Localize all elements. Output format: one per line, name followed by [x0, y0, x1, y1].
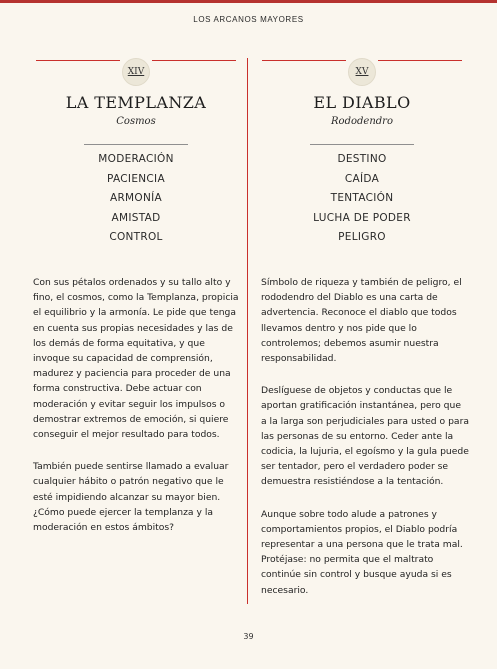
body-paragraph: Símbolo de riqueza y también de peligro, el rododendro del Diablo es una carta de advertencia. Reconoce el diablo que todos llevamos dentro y nos pide que lo controlemos; debemos asumir nuestra responsabilidad.	[261, 277, 462, 365]
ornament-line-right	[152, 60, 236, 61]
ornament-line-left	[262, 60, 346, 61]
body-paragraph: Deslíguese de objetos y conductas que le aportan gratificación instantánea, pero que a la larga son perjudiciales para usted o para las personas de su entorno. Ceder ante la codicia, la lujuria, el egoísmo y la gula puede ser tentador, pero el verdadero poder se demuestra resistiéndose a la tentación.	[261, 385, 469, 488]
numeral-ornament	[262, 58, 462, 82]
body-text-templanza	[33, 275, 241, 552]
card-numeral: XIV	[127, 67, 145, 77]
card-numeral-badge	[348, 58, 376, 86]
keyword: TENTACIÓN	[330, 192, 394, 204]
running-header: LOS ARCANOS MAYORES	[193, 15, 304, 24]
numeral-ornament	[36, 58, 236, 82]
card-numeral: XV	[355, 67, 369, 77]
card-flower: Rododendro	[331, 116, 393, 127]
ornament-line-right	[378, 60, 462, 61]
card-numeral-badge	[122, 58, 150, 86]
keyword: PELIGRO	[338, 231, 386, 243]
body-paragraph: Aunque sobre todo alude a patrones y comportamientos propios, el Diablo podría representar a una persona que le trata mal. Protéjase: no permita que el maltrato continúe sin control y busque ayuda si es necesario.	[261, 508, 463, 596]
keyword: CAÍDA	[344, 172, 380, 185]
keyword: PACIENCIA	[107, 172, 165, 185]
keyword: LUCHA DE PODER	[313, 211, 411, 224]
body-paragraph: También puede sentirse llamado a evaluar cualquier hábito o patrón negativo que le esté impidiendo alcanzar su mayor bien. ¿Cómo puede ejercer la templanza y la moderación en estos ámbitos?	[33, 461, 229, 534]
keywords-rule	[310, 144, 414, 145]
keyword-list	[36, 150, 236, 248]
body-paragraph: Con sus pétalos ordenados y su tallo alto y fino, el cosmos, como la Templanza, propicia el equilibrio y la armonía. Le pide que tenga en cuenta sus propias necesidades y las de los demás de forma equitativa, y que invoque su capacidad de comprensión, madurez y paciencia para proceder de una forma constructiva. Debe actuar con moderación y evitar seguir los impulsos o demostrar extremos de emoción, si quiere conseguir el mejor resultado para todos.	[33, 277, 239, 441]
page-number: 39	[243, 632, 254, 641]
keywords-rule	[84, 144, 188, 145]
keyword: DESTINO	[337, 153, 387, 165]
card-flower: Cosmos	[116, 116, 156, 127]
column-divider	[247, 58, 248, 604]
card-header-templanza	[36, 58, 236, 248]
keyword: AMISTAD	[111, 211, 161, 224]
card-title: LA TEMPLANZA	[65, 93, 207, 112]
top-accent-rule	[0, 0, 497, 3]
body-text-diablo	[261, 275, 469, 615]
keyword: ARMONÍA	[109, 192, 163, 204]
keyword: CONTROL	[109, 231, 163, 243]
ornament-line-left	[36, 60, 120, 61]
card-title: EL DIABLO	[313, 93, 411, 112]
keyword-list	[262, 150, 462, 248]
keyword: MODERACIÓN	[98, 153, 174, 165]
card-header-diablo	[262, 58, 462, 248]
